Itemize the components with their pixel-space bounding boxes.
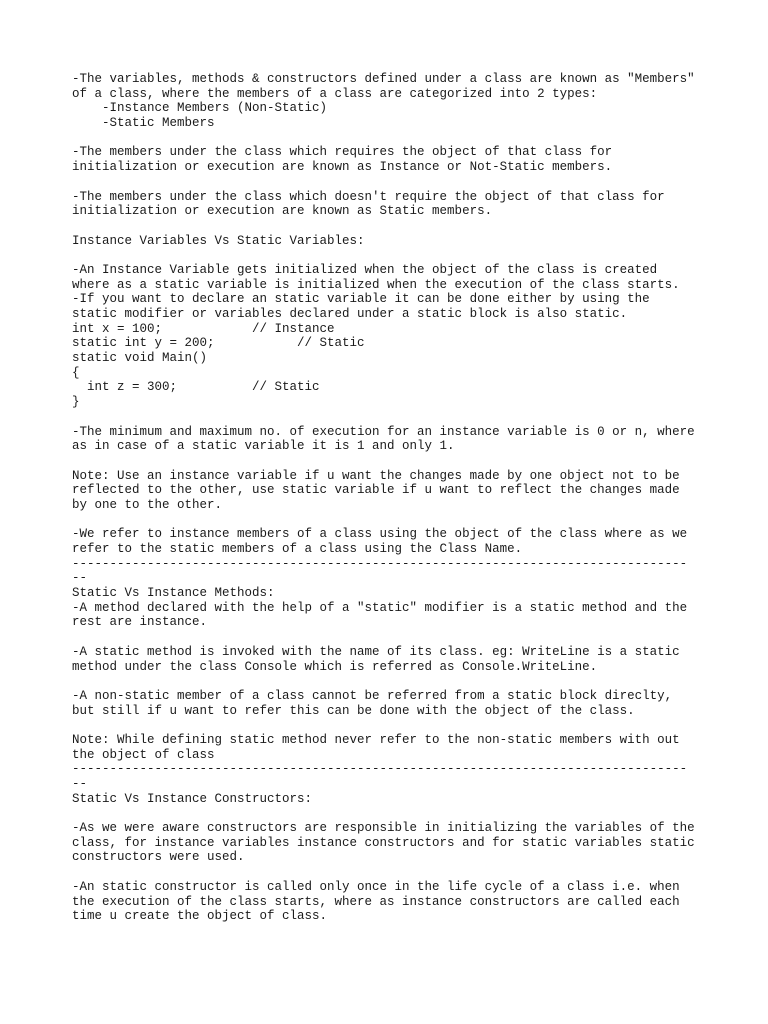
- code-line: }: [72, 395, 80, 410]
- blank-line: [72, 674, 702, 689]
- divider-line: --: [72, 777, 88, 791]
- text-line: Note: While defining static method never refer to the non-static members with out: [72, 732, 680, 747]
- blank-line: [72, 630, 702, 645]
- divider-line: ----------------------------------------------------------------------------------: [72, 762, 688, 777]
- text-line: where as a static variable is initialized when the execution of the class starts.: [72, 277, 680, 292]
- code-line: int z = 300; // Static: [72, 380, 320, 395]
- text-line: -A method declared with the help of a "static" modifier is a static method and the: [72, 600, 688, 615]
- code-line: static int y = 200; // Static: [72, 336, 365, 351]
- blank-line: [72, 806, 702, 821]
- blank-line: [72, 219, 702, 234]
- text-line: static modifier or variables declared under a static block is also static.: [72, 307, 628, 321]
- text-line: initialization or execution are known as Instance or Not-Static members.: [72, 160, 613, 175]
- text-line: by one to the other.: [72, 497, 223, 512]
- code-line: int x = 100; // Instance: [72, 321, 335, 336]
- blank-line: [72, 175, 702, 190]
- document-page: [72, 72, 702, 924]
- text-line: initialization or execution are known as Static members.: [72, 204, 493, 219]
- text-line: -We refer to instance members of a class using the object of the class where as we: [72, 527, 688, 542]
- blank-line: [72, 248, 702, 263]
- blank-line: [72, 131, 702, 146]
- text-line: -The members under the class which doesn't require the object of that class for: [72, 189, 665, 204]
- text-line: -Static Members: [72, 116, 215, 131]
- text-line: -As we were aware constructors are responsible in initializing the variables of the: [72, 821, 695, 836]
- text-line: -If you want to declare an static variable it can be done either by using the: [72, 292, 650, 307]
- text-line: constructors were used.: [72, 850, 245, 865]
- text-line: time u create the object of class.: [72, 909, 328, 924]
- text-line: -A non-static member of a class cannot be referred from a static block direclty,: [72, 688, 673, 703]
- text-line: the execution of the class starts, where as instance constructors are called each: [72, 894, 680, 909]
- blank-line: [72, 718, 702, 733]
- text-line: -A static method is invoked with the name of its class. eg: WriteLine is a static: [72, 644, 680, 659]
- section-heading: Instance Variables Vs Static Variables:: [72, 233, 365, 248]
- text-line: Note: Use an instance variable if u want the changes made by one object not to be: [72, 468, 680, 483]
- section-heading: Static Vs Instance Methods:: [72, 586, 275, 601]
- text-line: -An Instance Variable gets initialized when the object of the class is created: [72, 262, 658, 277]
- blank-line: [72, 513, 702, 528]
- text-line: of a class, where the members of a class are categorized into 2 types:: [72, 86, 598, 101]
- text-line: class, for instance variables instance constructors and for static variables static: [72, 835, 695, 850]
- text-line: rest are instance.: [72, 615, 208, 630]
- text-line: but still if u want to refer this can be done with the object of the class.: [72, 703, 635, 718]
- text-line: -An static constructor is called only once in the life cycle of a class i.e. when: [72, 879, 680, 894]
- text-line: the object of class: [72, 747, 215, 762]
- divider-line: ----------------------------------------------------------------------------------: [72, 556, 688, 571]
- divider-line: --: [72, 571, 88, 586]
- blank-line: [72, 865, 702, 880]
- section-heading: Static Vs Instance Constructors:: [72, 791, 313, 806]
- code-line: {: [72, 365, 80, 380]
- text-line: -Instance Members (Non-Static): [72, 101, 328, 116]
- text-line: reflected to the other, use static variable if u want to reflect the changes made: [72, 483, 680, 498]
- blank-line: [72, 454, 702, 469]
- blank-line: [72, 410, 702, 425]
- text-line: method under the class Console which is referred as Console.WriteLine.: [72, 659, 598, 674]
- text-line: refer to the static members of a class using the Class Name.: [72, 542, 523, 556]
- text-line: -The variables, methods & constructors defined under a class are known as "Members": [72, 72, 695, 86]
- text-line: as in case of a static variable it is 1 and only 1.: [72, 439, 455, 454]
- text-line: -The members under the class which requires the object of that class for: [72, 145, 613, 160]
- code-line: static void Main(): [72, 351, 208, 366]
- text-line: -The minimum and maximum no. of execution for an instance variable is 0 or n, where: [72, 424, 695, 439]
